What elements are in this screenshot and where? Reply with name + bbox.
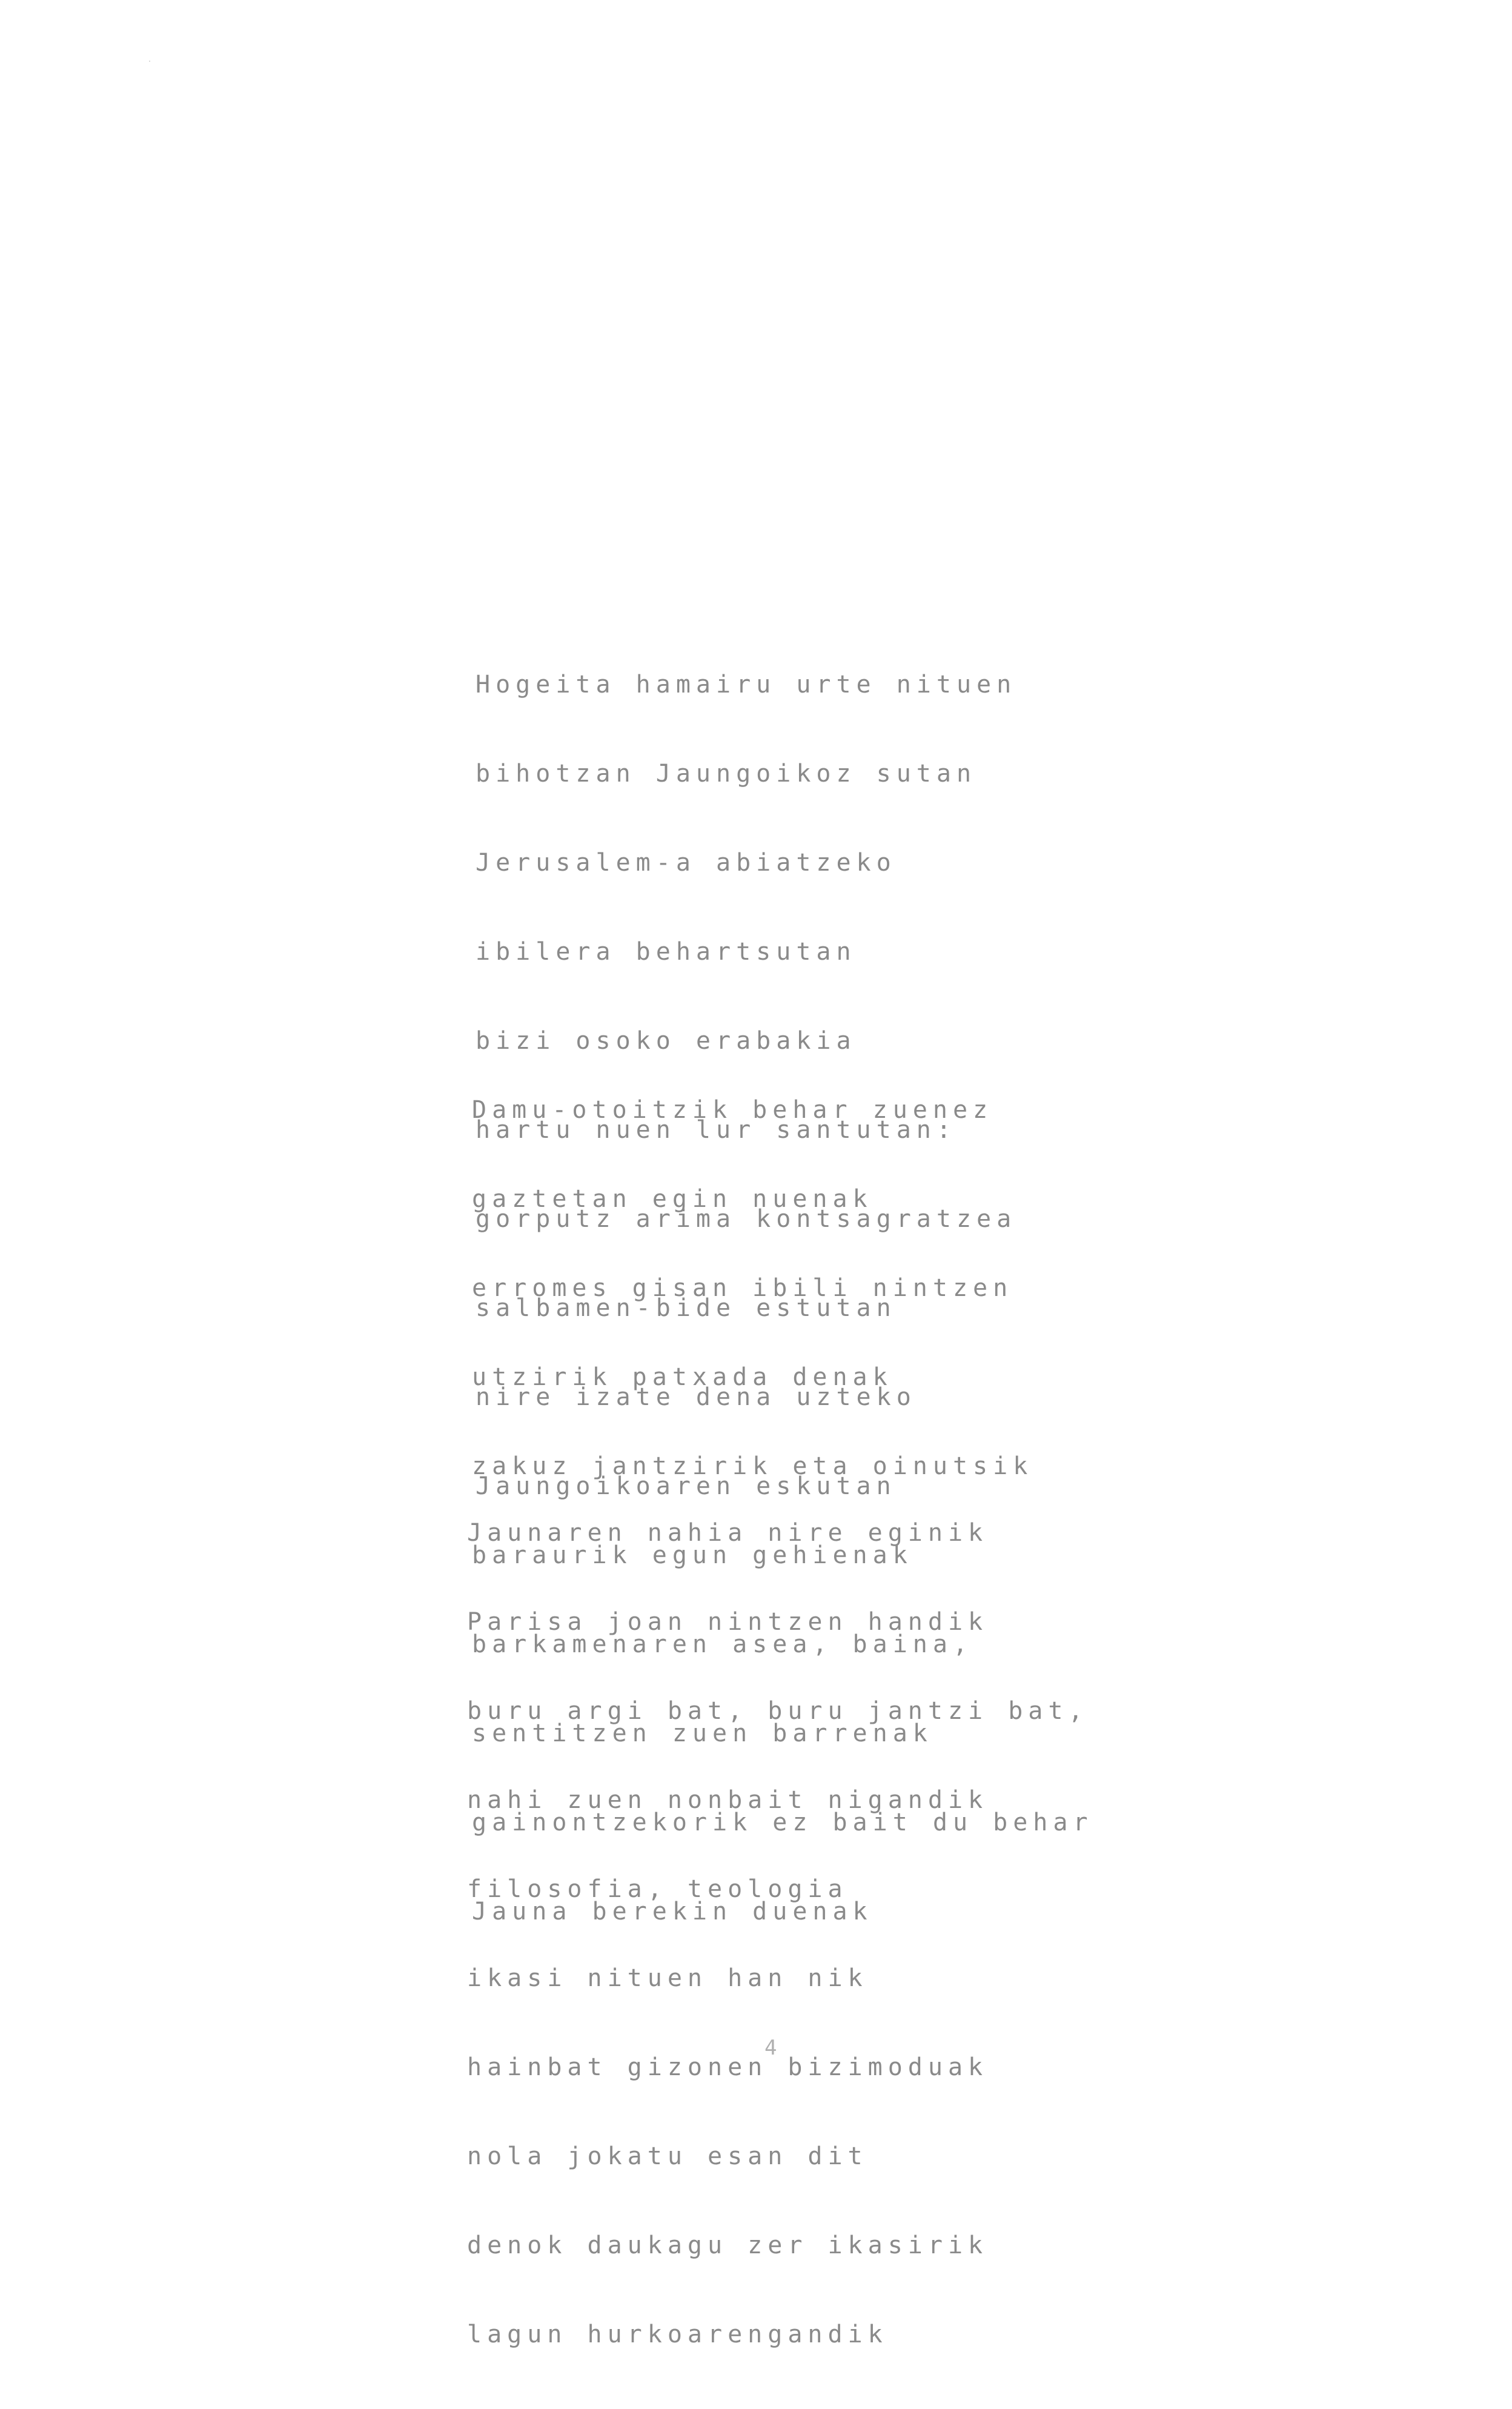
poem-line: Hogeita hamairu urte nituen: [476, 671, 1017, 699]
poem-line: bihotzan Jaungoikoz sutan: [476, 760, 977, 788]
poem-line: sentitzen zuen barrenak: [472, 1720, 933, 1747]
poem-line: ikasi nituen han nik: [467, 1964, 868, 1992]
poem-line: Jaungoikoaren eskutan: [476, 1472, 897, 1500]
poem-line: Jaunaren nahia nire eginik: [467, 1519, 989, 1547]
scan-speck: [149, 61, 150, 62]
poem-line: gorputz arima kontsagratzea: [476, 1205, 1017, 1233]
poem-line: zakuz jantzirik eta oinutsik: [472, 1452, 1033, 1480]
poem-line: hartu nuen lur santutan:: [476, 1116, 957, 1144]
poem-line: salbamen-bide estutan: [476, 1294, 897, 1322]
poem-line: hainbat gizonen bizimoduak: [467, 2053, 989, 2081]
poem-line: filosofia, teologia: [467, 1875, 848, 1903]
poem-line: denok daukagu zer ikasirik: [467, 2231, 989, 2259]
poem-line: baraurik egun gehienak: [472, 1541, 913, 1569]
poem-line: Jerusalem-a abiatzeko: [476, 849, 897, 877]
poem-stanza-3: [467, 1459, 1089, 2409]
poem-line: ibilera behartsutan: [476, 938, 857, 966]
poem-line: buru argi bat, buru jantzi bat,: [467, 1697, 1089, 1725]
poem-line: Damu-otoitzik behar zuenez: [472, 1096, 993, 1124]
poem-line: lagun hurkoarengandik: [467, 2321, 888, 2348]
poem-line: Parisa joan nintzen handik: [467, 1608, 989, 1636]
poem-line: bizi osoko erabakia: [476, 1027, 857, 1055]
poem-line: Jauna berekin duenak: [472, 1898, 873, 1926]
poem-line: erromes gisan ibili nintzen: [472, 1274, 1013, 1302]
page-number: 4: [764, 2036, 777, 2060]
poem-line: gainontzekorik ez bait du behar: [472, 1809, 1093, 1836]
poem-line: utzirik patxada denak: [472, 1363, 893, 1391]
poem-line: nire izate dena uzteko: [476, 1383, 917, 1411]
poem-line: nola jokatu esan dit: [467, 2142, 868, 2170]
poem-line: gaztetan egin nuenak: [472, 1185, 873, 1213]
poem-line: barkamenaren asea, baina,: [472, 1630, 973, 1658]
poem-line: nahi zuen nonbait nigandik: [467, 1786, 989, 1814]
